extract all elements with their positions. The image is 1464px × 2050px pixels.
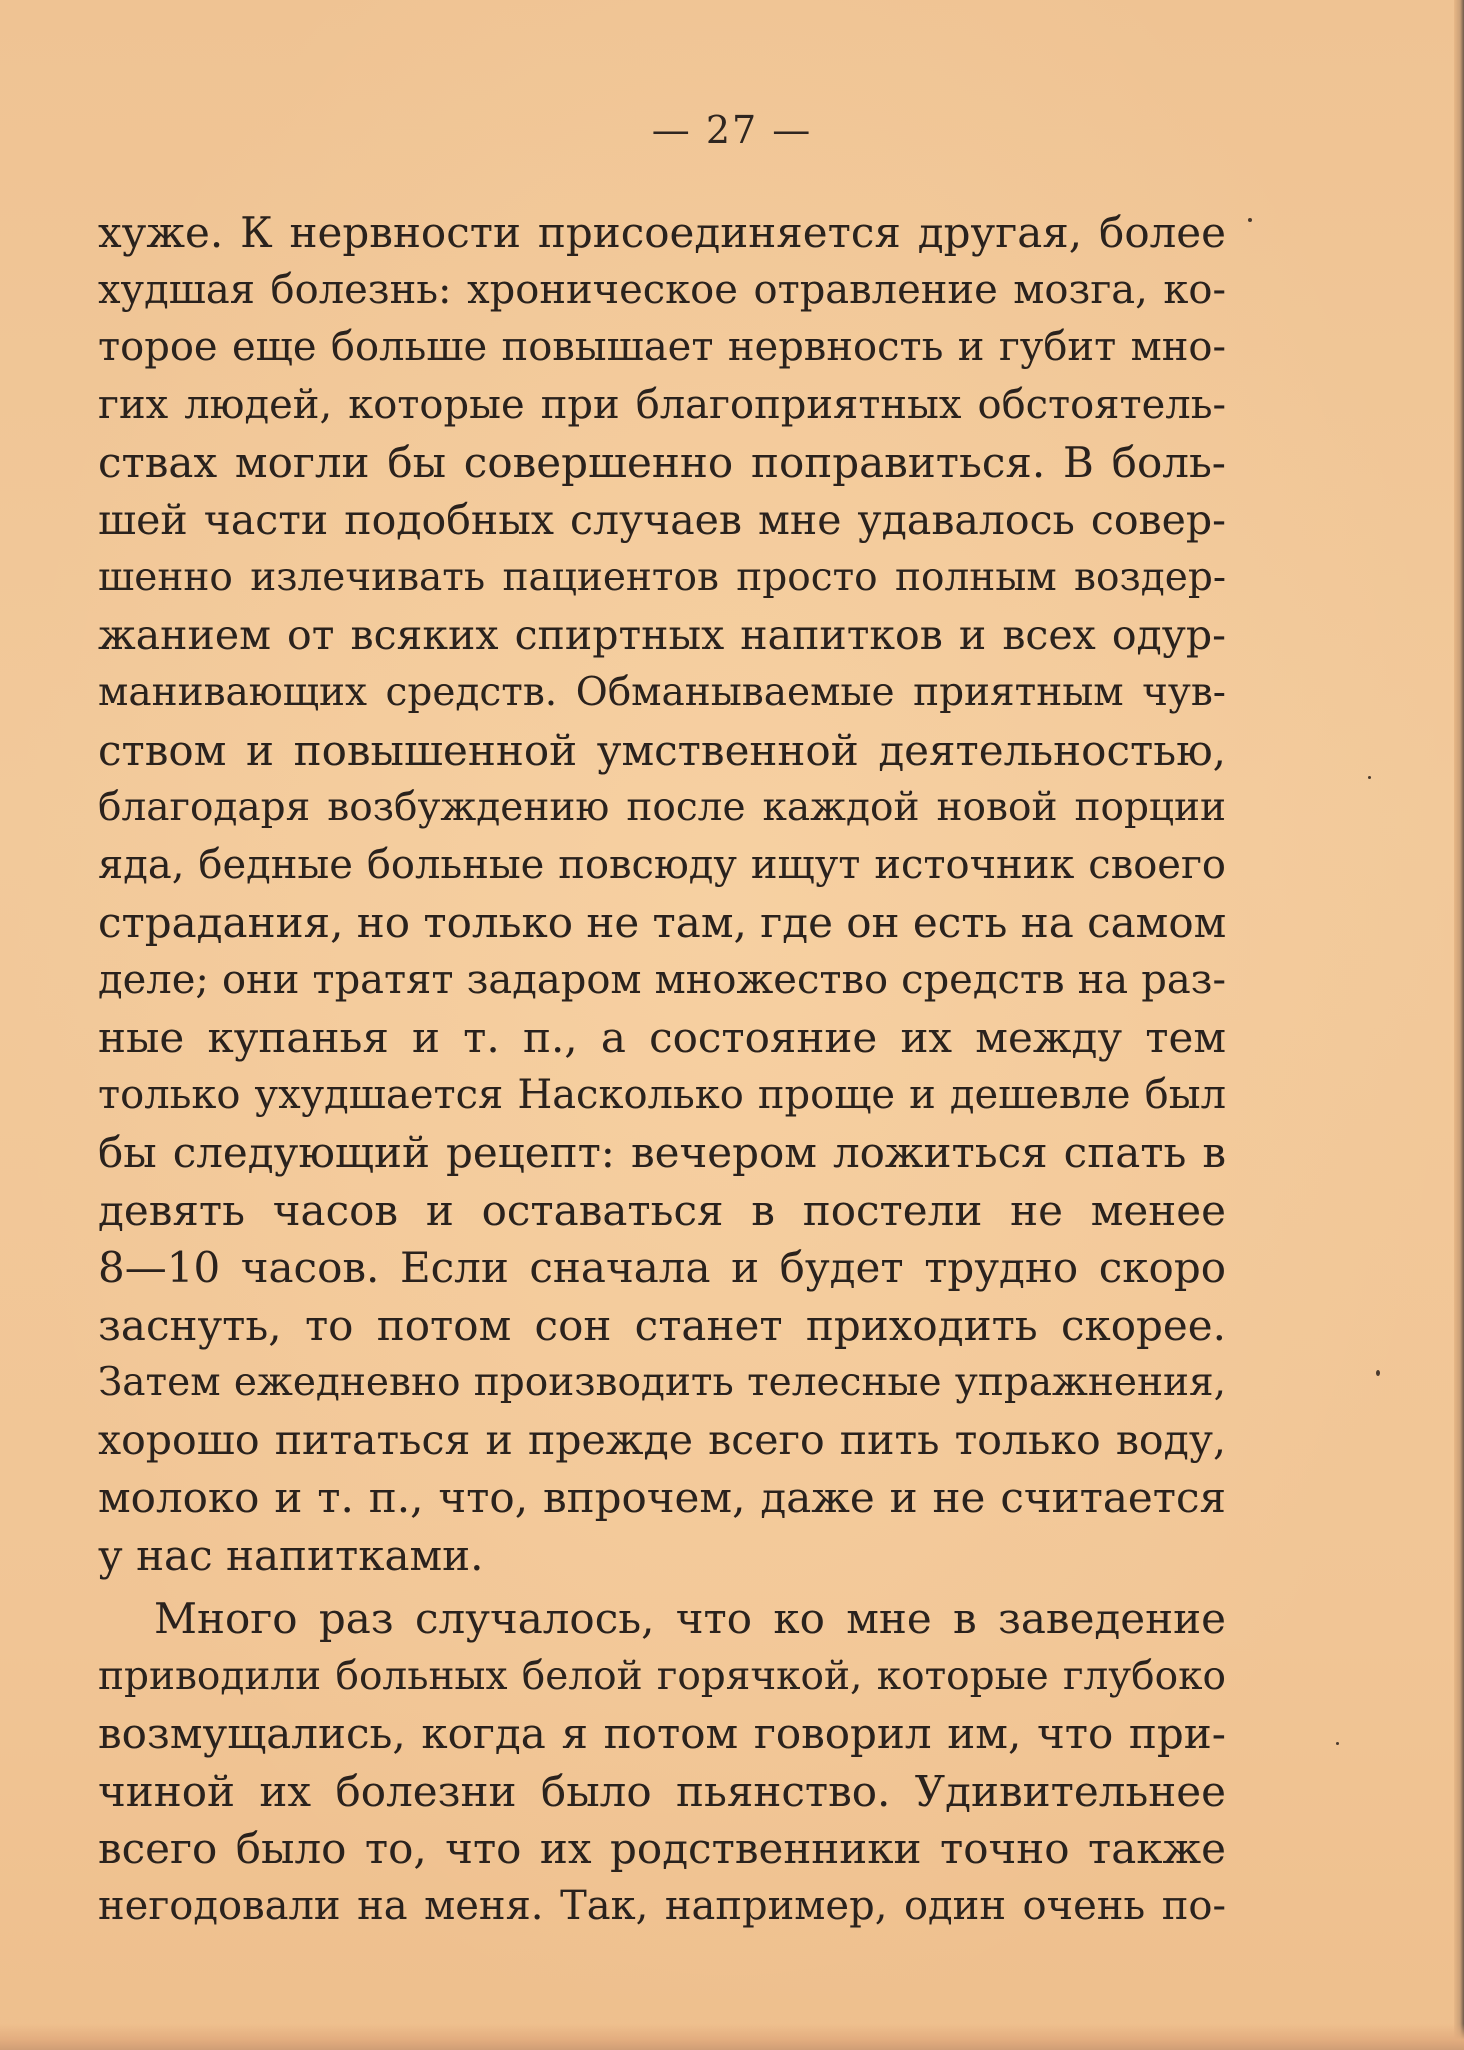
paragraph — [98, 204, 1226, 1584]
text-line: хорошо питаться и прежде всего пить только воду, — [98, 1415, 1226, 1464]
text-line: чиной их болезни было пьянство. Удивительнее — [98, 1766, 1226, 1816]
text-line: худшая болезнь: хроническое отравление мозга, ко- — [98, 266, 1226, 313]
text-line: торое еще больше повышает нервность и губит мно- — [98, 324, 1226, 370]
text-line: у нас напитками. — [98, 1530, 484, 1580]
paragraph — [98, 1590, 1226, 1935]
page-number: — 27 — — [651, 108, 813, 152]
text-line: ствах могли бы совершенно поправиться. В боль- — [98, 438, 1226, 487]
text-line: ные купанья и т. п., а состояние их между тем — [98, 1013, 1226, 1062]
text-line: негодовали на меня. Так, например, один очень по- — [98, 1882, 1226, 1929]
text-line: хуже. К нервности присоединяется другая, более — [98, 208, 1226, 257]
text-line: гих людей, которые при благоприятных обстоятель- — [98, 381, 1226, 428]
paper-speck — [1336, 1742, 1339, 1745]
paper-speck — [1248, 218, 1252, 222]
text-line: приводили больных белой горячкой, которые глубоко — [98, 1653, 1226, 1699]
text-line: заснуть, то потом сон станет приходить скорее. — [98, 1300, 1226, 1350]
text-line: шей части подобных случаев мне удавалось совер- — [98, 495, 1226, 544]
text-line: страдания, но только не там, где он есть на самом — [98, 898, 1226, 947]
text-line: Затем ежедневно производить телесные упражнения, — [98, 1360, 1226, 1405]
text-line: 8—10 часов. Если сначала и будет трудно скоро — [98, 1243, 1226, 1292]
text-line: Много раз случалось, что ко мне в заведение — [154, 1594, 1226, 1643]
text-line: жанием от всяких спиртных напитков и всех одур- — [98, 610, 1226, 659]
text-line: всего было то, что их родственники точно также — [98, 1824, 1226, 1873]
page-bottom-edge — [0, 2024, 1464, 2050]
text-line: благодаря возбуждению после каждой новой порции — [98, 785, 1226, 830]
paper-speck — [1368, 776, 1371, 779]
text-line: деле; они тратят задаром множество средств на раз- — [98, 956, 1226, 1003]
text-line: яда, бедные больные повсюду ищут источник своего — [98, 841, 1226, 888]
text-line: манивающих средств. Обманываемые приятным чув- — [98, 670, 1226, 715]
text-line: шенно излечивать пациентов просто полным воздер- — [98, 555, 1226, 600]
body-text — [98, 204, 1226, 1935]
paper-speck — [1376, 1370, 1380, 1376]
text-line: возмущались, когда я потом говорил им, что при- — [98, 1709, 1226, 1758]
text-line: девять часов и оставаться в постели не менее — [98, 1185, 1226, 1235]
text-line: ством и повышенной умственной деятельностью, — [98, 725, 1226, 775]
page-edge-shadow — [1454, 0, 1464, 2050]
text-line: молоко и т. п., что, впрочем, даже и не считается — [98, 1473, 1226, 1522]
text-line: только ухудшается Насколько проще и дешевле был — [98, 1071, 1226, 1118]
text-line: бы следующий рецепт: вечером ложиться спать в — [98, 1128, 1226, 1177]
